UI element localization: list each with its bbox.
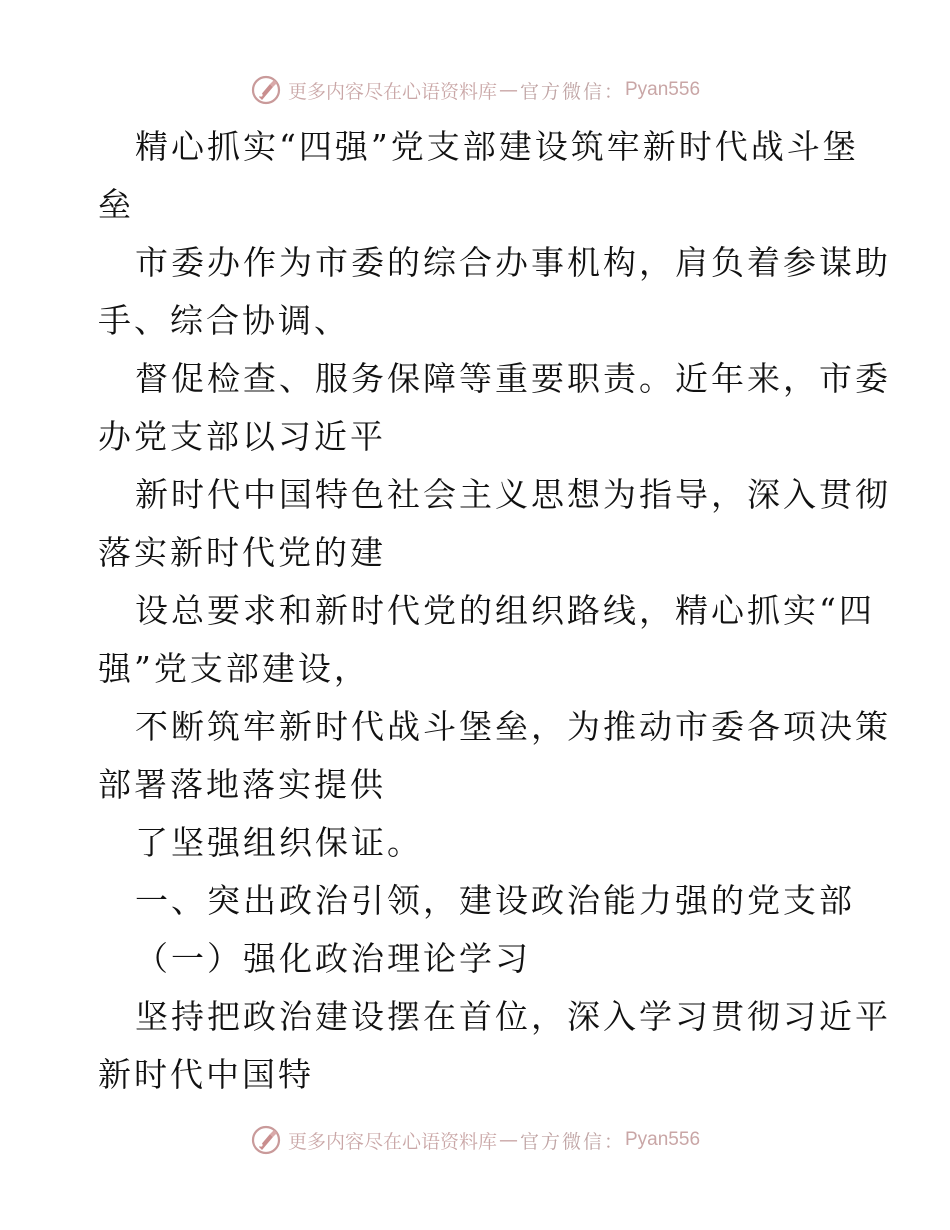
paragraph-line: 市委办作为市委的综合办事机构，肩负着参谋助 (135, 243, 891, 282)
footer-banner (0, 1120, 950, 1160)
paragraph-line: 了坚强组织保证。 (135, 823, 423, 862)
banner-dash: — (498, 79, 518, 101)
paragraph-line: 办党支部以习近平 (98, 417, 386, 456)
pen-logo-icon (250, 74, 282, 106)
paragraph-line: 强”党支部建设， (98, 649, 370, 688)
paragraph-line: 新时代中国特色社会主义思想为指导，深入贯彻 (135, 475, 891, 514)
banner-dash: — (498, 1129, 518, 1151)
paragraph-line: 新时代中国特 (98, 1055, 314, 1094)
header-banner (0, 70, 950, 110)
banner-wechat-id: Pyan556 (625, 1129, 701, 1150)
banner-wechat-label: 官方微信： (519, 80, 625, 103)
banner-text: 更多内容尽在心语资料库 (287, 80, 497, 103)
paragraph-line: 设总要求和新时代党的组织路线，精心抓实“四 (135, 591, 875, 630)
paragraph-line: 落实新时代党的建 (98, 533, 386, 572)
banner-text: 更多内容尽在心语资料库 (287, 1130, 497, 1153)
document-title-line: 精心抓实“四强”党支部建设筑牢新时代战斗堡 (135, 127, 859, 166)
paragraph-line: 督促检查、服务保障等重要职责。近年来，市委 (135, 359, 891, 398)
paragraph-line: 坚持把政治建设摆在首位，深入学习贯彻习近平 (135, 997, 891, 1036)
document-title-line: 垒 (98, 185, 134, 224)
pen-logo-icon (250, 1124, 282, 1156)
paragraph-line: 部署落地落实提供 (98, 765, 386, 804)
banner-wechat-id: Pyan556 (625, 79, 701, 100)
section-heading: 一、突出政治引领，建设政治能力强的党支部 (135, 881, 855, 920)
banner-wechat-label: 官方微信： (519, 1130, 625, 1153)
paragraph-line: 不断筑牢新时代战斗堡垒，为推动市委各项决策 (135, 707, 891, 746)
subsection-heading: （一）强化政治理论学习 (135, 939, 531, 978)
paragraph-line: 手、综合协调、 (98, 301, 350, 340)
